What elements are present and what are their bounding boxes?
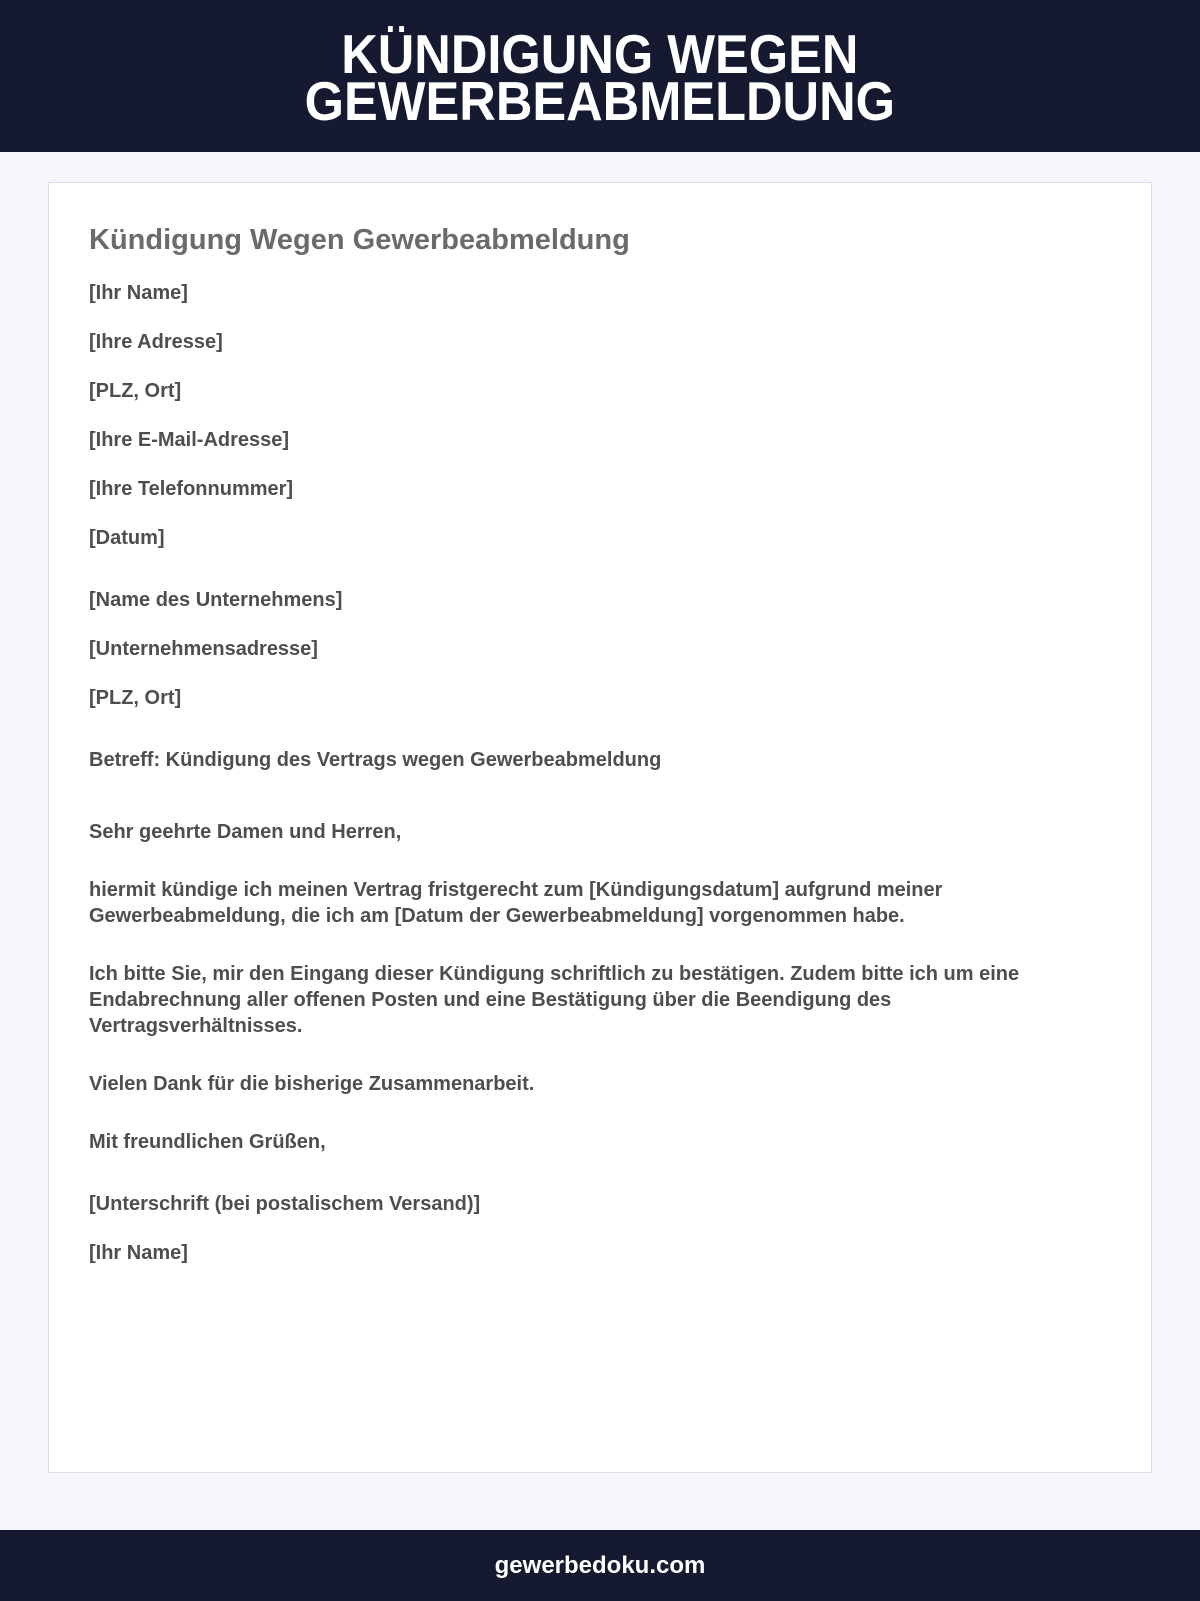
paragraph: [Unterschrift (bei postalischem Versand)] (89, 1193, 481, 1215)
paragraph: [PLZ, Ort] (89, 380, 182, 402)
letter-card (48, 182, 1152, 1473)
page-title: KÜNDIGUNG WEGEN GEWERBEABMELDUNG (304, 23, 896, 132)
paragraph: [Datum] (89, 527, 165, 549)
header-banner (0, 0, 1200, 152)
paragraph: [Ihr Name] (89, 282, 188, 304)
page-body (0, 152, 1200, 1530)
paragraph: [Ihre Telefonnummer] (89, 478, 294, 500)
paragraph: hiermit kündige ich meinen Vertrag fristgerecht zum [Kündigungsdatum] aufgrund meiner Gewerbeabmeldung, die ich am [Datum der Gewerbeabmeldung] vorgenommen habe. (89, 879, 943, 927)
letter-paragraphs (89, 280, 1111, 1266)
paragraph: [Ihre Adresse] (89, 331, 223, 353)
paragraph: [PLZ, Ort] (89, 687, 182, 709)
paragraph: [Ihr Name] (89, 1242, 188, 1264)
footer-site-text: gewerbedoku.com (494, 1551, 706, 1579)
paragraph: [Unternehmensadresse] (89, 638, 318, 660)
paragraph: Vielen Dank für die bisherige Zusammenarbeit. (89, 1073, 535, 1095)
paragraph: [Ihre E-Mail-Adresse] (89, 429, 290, 451)
paragraph: Betreff: Kündigung des Vertrags wegen Gewerbeabmeldung (89, 749, 662, 771)
paragraph: Mit freundlichen Grüßen, (89, 1131, 326, 1153)
footer-bar (0, 1530, 1200, 1601)
letter-heading: Kündigung Wegen Gewerbeabmeldung (89, 224, 630, 256)
paragraph: Sehr geehrte Damen und Herren, (89, 821, 402, 843)
paragraph: [Name des Unternehmens] (89, 589, 343, 611)
paragraph: Ich bitte Sie, mir den Eingang dieser Kündigung schriftlich zu bestätigen. Zudem bitte ich um eine Endabrechnung aller offenen Posten und eine Bestätigung über die Beendigung des Vertragsverhältnisses. (89, 963, 1020, 1037)
